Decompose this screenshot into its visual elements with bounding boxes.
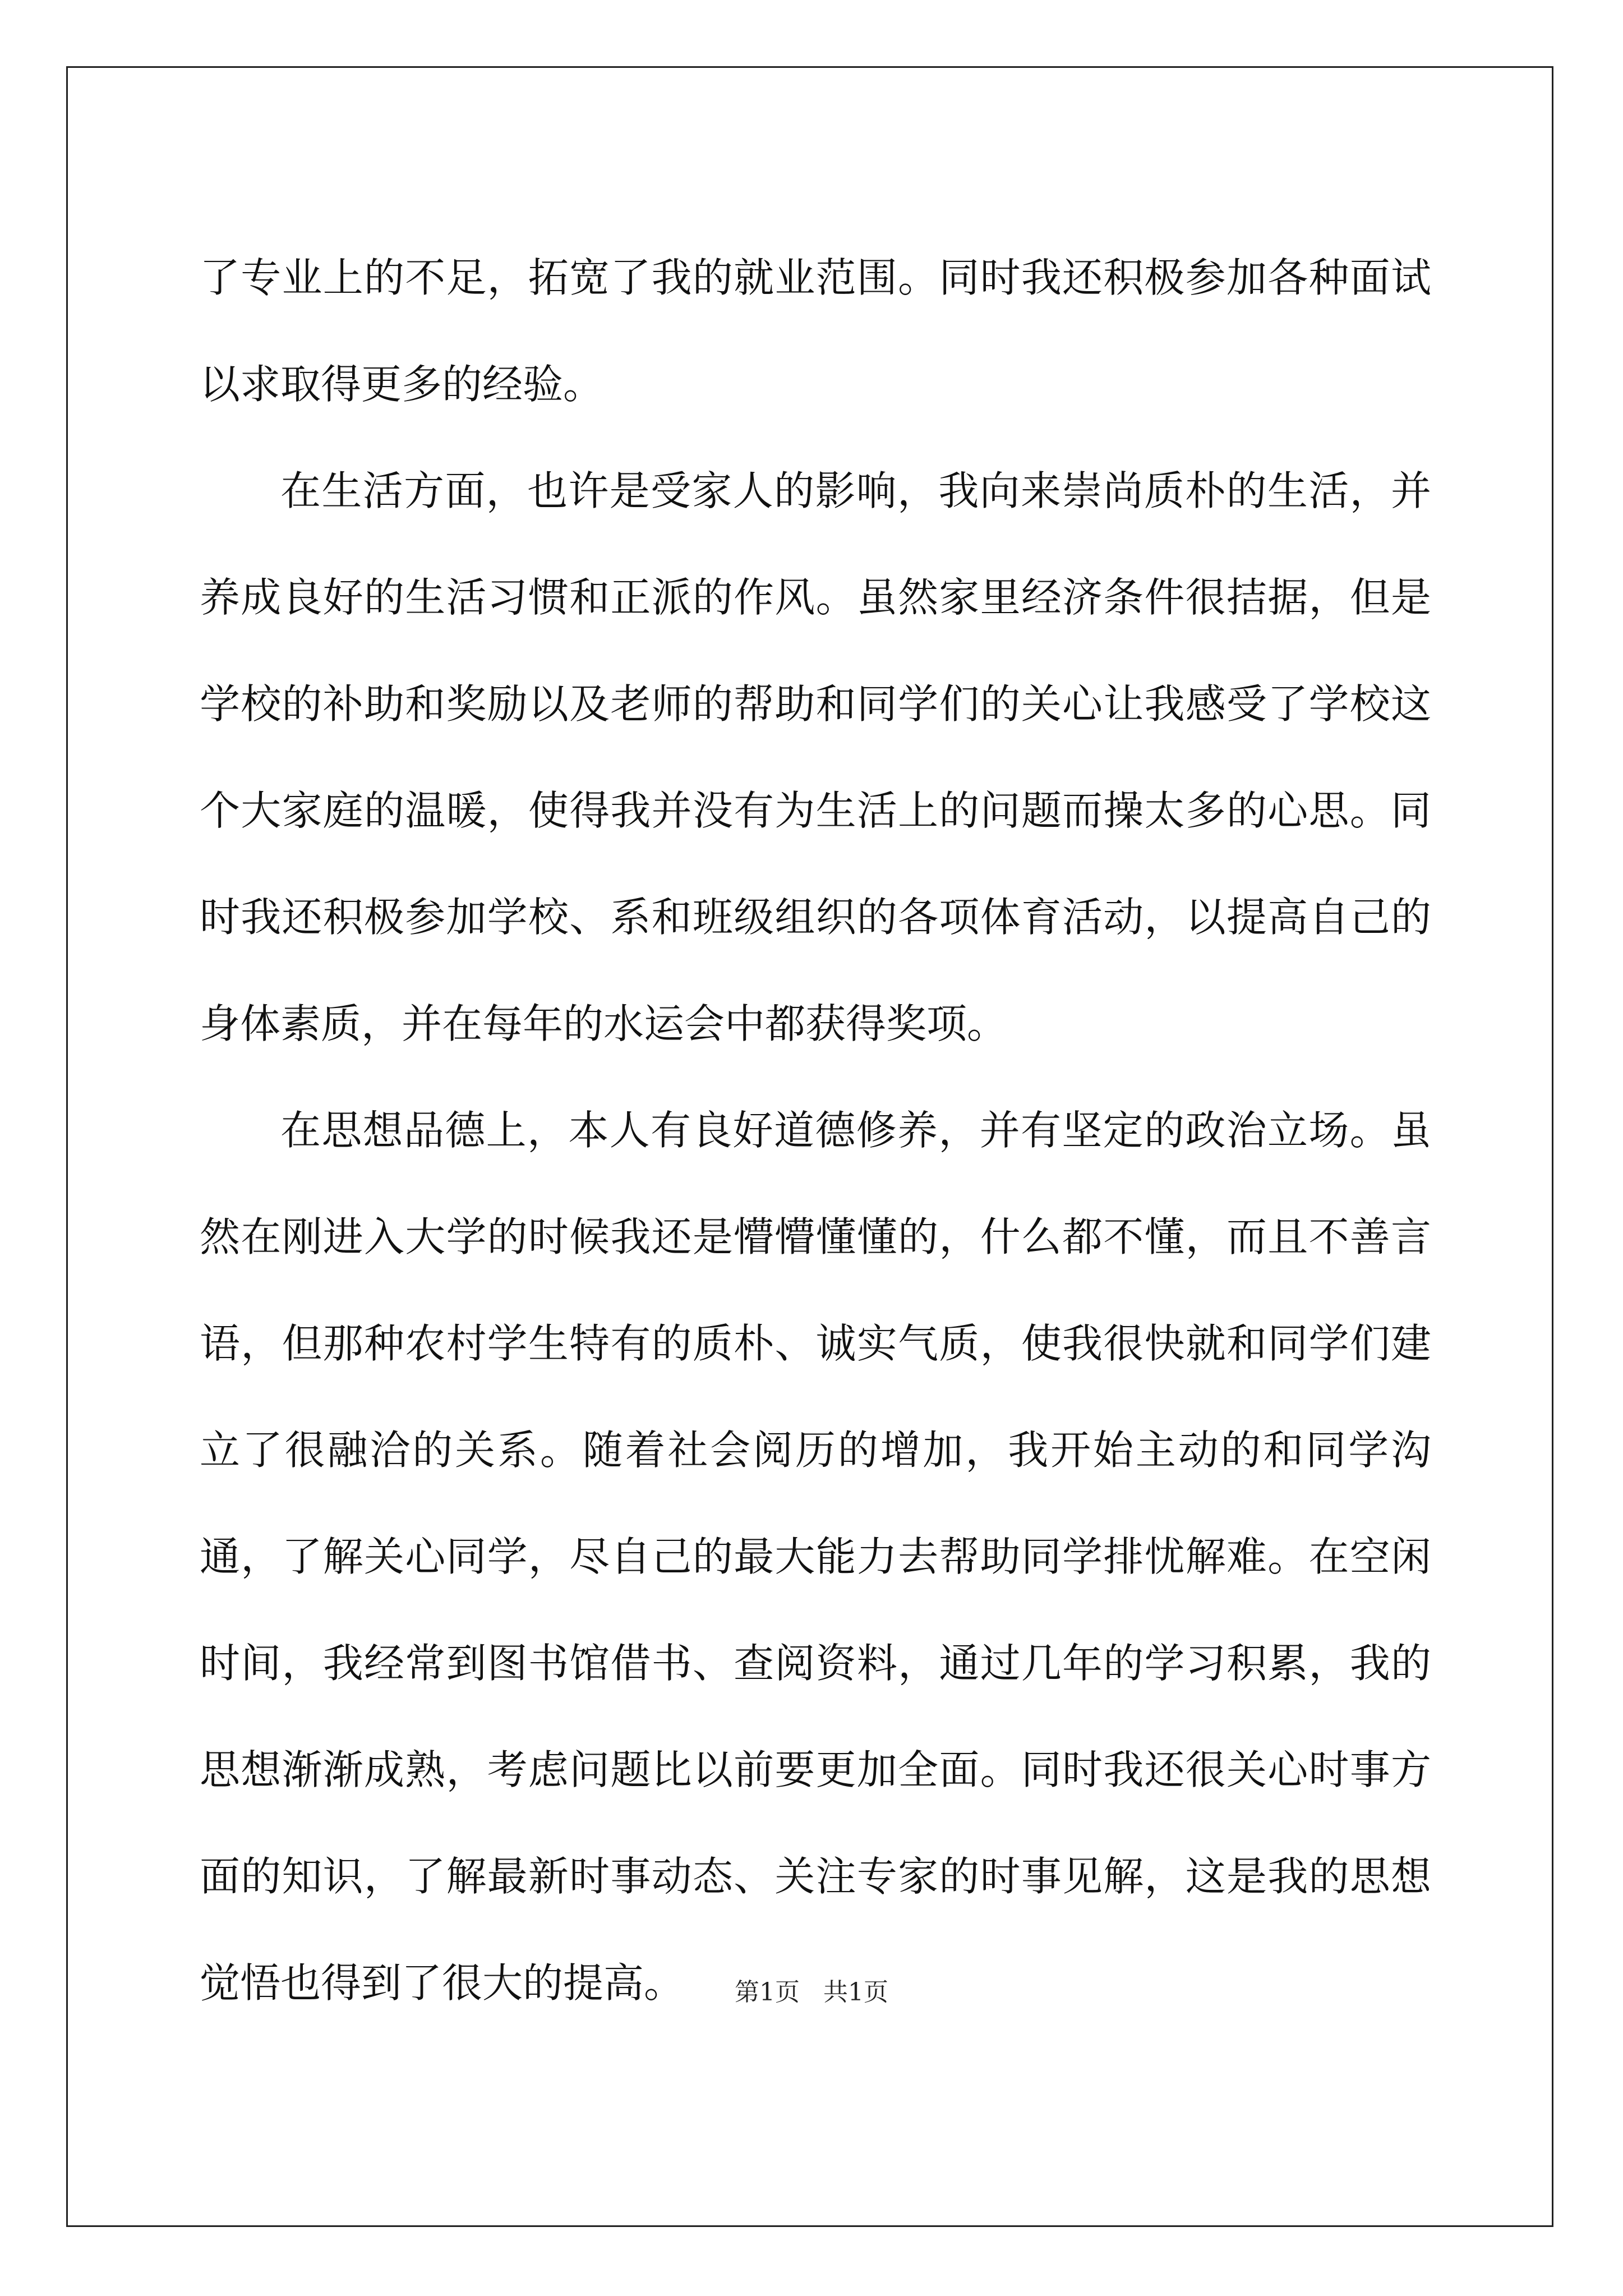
document-body <box>200 224 1431 2036</box>
paragraph-life: 在生活方面，也许是受家人的影响，我向来崇尚质朴的生活，并养成良好的生活习惯和正派的作风。虽然家里经济条件很拮据，但是学校的补助和奖励以及老师的帮助和同学们的关心让我感受了学校这个大家庭的温暖，使得我并没有为生活上的问题而操太多的心思。同时我还积极参加学校、系和班级组织的各项体育活动，以提高自己的身体素质，并在每年的水运会中都获得奖项。 <box>200 467 1431 1047</box>
page-number-footer: 第1页 共1页 <box>735 1978 888 2007</box>
paragraph-continuation: 了专业上的不足，拓宽了我的就业范围。同时我还积极参加各种面试以求取得更多的经验。 <box>200 254 1431 408</box>
paragraph-ideology: 在思想品德上，本人有良好道德修养，并有坚定的政治立场。虽然在刚进入大学的时候我还是懵懵懂懂的，什么都不懂，而且不善言语，但那种农村学生特有的质朴、诚实气质，使我很快就和同学们建立了很融洽的关系。随着社会阅历的增加，我开始主动的和同学沟通，了解关心同学，尽自己的最大能力去帮助同学排忧解难。在空闲时间，我经常到图书馆借书、查阅资料，通过几年的学习积累，我的思想渐渐成熟，考虑问题比以前要更加全面。同时我还很关心时事方面的知识，了解最新时事动态、关注专家的时事见解，这是我的思想觉悟也得到了很大的提高。 <box>200 1107 1431 2007</box>
